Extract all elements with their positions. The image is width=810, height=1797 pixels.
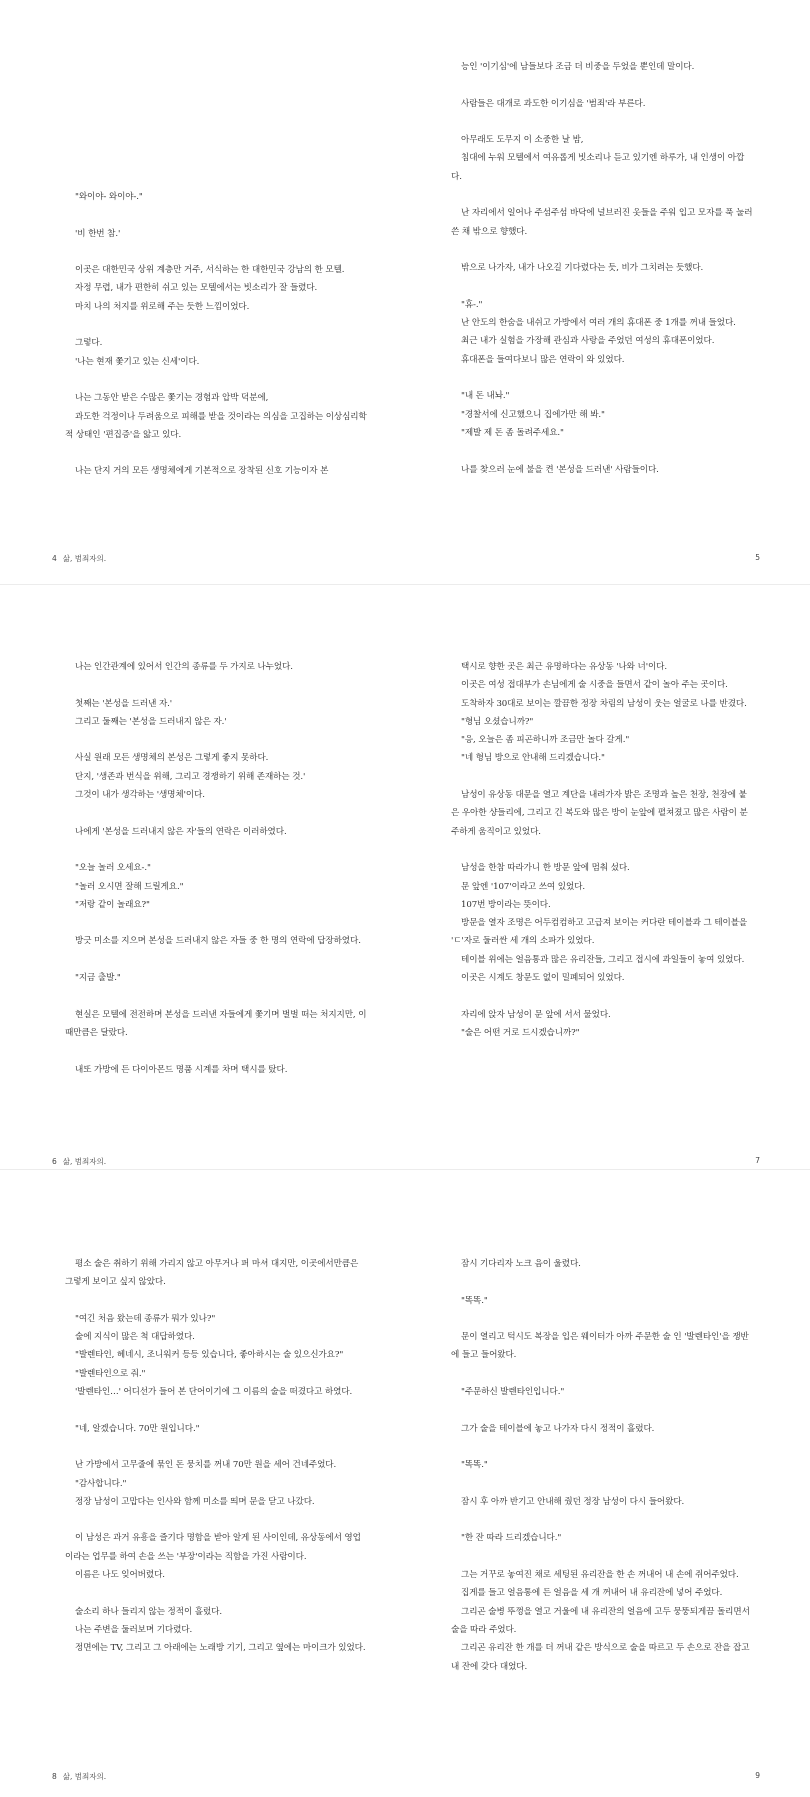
paragraph: "감사합니다." bbox=[75, 1478, 127, 1489]
page-5 bbox=[405, 0, 810, 584]
paragraph: "저랑 같이 놀래요?" bbox=[75, 899, 150, 910]
paragraph: "주문하신 발렌타인입니다." bbox=[461, 1387, 565, 1398]
paragraph: 정장 남성이 고맙다는 인사와 함께 미소를 띄며 문을 닫고 나갔다. bbox=[75, 1496, 315, 1507]
paragraph: 도착하자 30대로 보이는 깔끔한 정장 차림의 남성이 웃는 얼굴로 나를 반겼다. bbox=[461, 698, 747, 709]
paragraph: 이름은 나도 잊어버렸다. bbox=[75, 1570, 165, 1581]
paragraph: 그것이 내가 생각하는 '생명체'이다. bbox=[75, 790, 205, 801]
paragraph: 술에 지식이 많은 척 대답하였다. bbox=[75, 1332, 195, 1343]
paragraph: '나는 현재 쫓기고 있는 신세'이다. bbox=[75, 356, 200, 367]
paragraph: 남성을 한참 따라가니 한 방문 앞에 멈춰 섰다. bbox=[461, 863, 630, 874]
paragraph: 이곳은 여성 접대부가 손님에게 술 시중을 들면서 같이 놀아 주는 곳이다. bbox=[461, 680, 728, 691]
page-number: 5 bbox=[755, 553, 760, 562]
paragraph: 택시로 향한 곳은 최근 유명하다는 유상동 '나와 너'이다. bbox=[461, 662, 668, 672]
page-footer bbox=[52, 553, 106, 564]
page-spread-1 bbox=[0, 0, 810, 585]
paragraph: 이곳은 시계도 창문도 없이 밀폐되어 있었다. bbox=[461, 973, 625, 984]
page-spread-2 bbox=[0, 585, 810, 1170]
paragraph: 나를 찾으러 눈에 불을 켠 '본성을 드러낸' 사람들이다. bbox=[461, 464, 659, 475]
page-footer bbox=[52, 1156, 106, 1167]
paragraph: "지금 출발." bbox=[75, 973, 121, 984]
paragraph: 마치 나의 처지를 위로해 주는 듯한 느낌이었다. bbox=[75, 301, 250, 312]
paragraph: '발렌타인…' 어디선가 들어 본 단어이기에 그 이름의 술을 떠겼다고 하였다. bbox=[75, 1387, 353, 1398]
paragraph: 나는 단지 거의 모든 생명체에게 기본적으로 장착된 신호 기능이자 본 bbox=[75, 466, 329, 477]
paragraph: "응, 오늘은 좀 피곤하니까 조금만 놀다 갈게." bbox=[461, 735, 630, 746]
paragraph: 이 남성은 과거 유흥을 즐기다 명함을 받아 알게 된 사이인데, 유상동에서 영업이라는 업무를 하여 손을 쓰는 '부장'이라는 직함을 가진 사람이다. bbox=[65, 1533, 361, 1562]
paragraph: 그리곤 유리잔 한 개를 더 꺼내 같은 방식으로 술을 따르고 두 손으로 잔을 잡고 내 잔에 갖다 대었다. bbox=[451, 1643, 750, 1672]
paragraph: "똑똑." bbox=[461, 1295, 488, 1306]
paragraph: 첫째는 '본성을 드러낸 자.' bbox=[75, 698, 173, 709]
paragraph: '비 한번 참.' bbox=[75, 228, 121, 239]
paragraph: 평소 술은 취하기 위해 가리지 않고 아무거나 퍼 마셔 대지만, 이곳에서만큼은 그렇게 보이고 싶지 않았다. bbox=[65, 1259, 359, 1288]
page-8 bbox=[0, 1170, 405, 1797]
paragraph: 남성이 유상동 대문을 열고 계단을 내려가자 밝은 조명과 높은 천장, 천장에 붙은 우아한 샹들리에, 그리고 긴 복도와 많은 방이 눈앞에 펼쳐졌고 많은 사람이 분주하게 움직이고 있었다. bbox=[451, 790, 748, 837]
paragraph: "발렌타인, 헤네시, 조니워커 등등 있습니다, 좋아하시는 술 있으신가요?" bbox=[75, 1350, 344, 1361]
page-number: 7 bbox=[755, 1156, 760, 1165]
paragraph: "여긴 처음 왔는데 종류가 뭐가 있나?" bbox=[75, 1313, 216, 1324]
body-text bbox=[65, 1255, 367, 1658]
paragraph: 이곳은 대한민국 상위 계층만 거주, 서식하는 한 대한민국 강남의 한 모텔. bbox=[75, 265, 345, 276]
page-footer bbox=[755, 1771, 760, 1780]
paragraph: 그렇다. bbox=[75, 338, 103, 349]
paragraph: "한 잔 따라 드리겠습니다." bbox=[461, 1533, 562, 1544]
paragraph: 침대에 누워 모텔에서 여유롭게 빗소리나 듣고 있기엔 하루가, 내 인생이 아깝다. bbox=[451, 153, 745, 182]
paragraph: "휴-." bbox=[461, 299, 483, 310]
paragraph: 그리곤 술병 뚜껑을 열고 거울에 내 유리잔의 얼음에 고두 뭉뚱되게끔 돌리면서 술을 따라 주었다. bbox=[451, 1606, 750, 1635]
paragraph: "술은 어떤 거로 드시겠습니까?" bbox=[461, 1027, 580, 1038]
body-text bbox=[65, 188, 367, 481]
page-spread-3 bbox=[0, 1170, 810, 1797]
paragraph: 정면에는 TV, 그리고 그 아래에는 노래방 기기, 그리고 옆에는 마이크가 있었다. bbox=[75, 1643, 366, 1654]
paragraph: "똑똑." bbox=[461, 1460, 488, 1471]
paragraph: 내또 가방에 든 다이아몬드 명품 시계를 차며 택시를 탔다. bbox=[75, 1064, 288, 1075]
page-footer bbox=[755, 1156, 760, 1165]
paragraph: 그는 거꾸로 놓여진 채로 세팅된 유리잔을 한 손 꺼내어 내 손에 쥐어주었다. bbox=[461, 1570, 739, 1581]
paragraph: "내 돈 내놔." bbox=[461, 391, 510, 402]
paragraph: 난 자리에서 일어나 주섬주섬 바닥에 널브러진 옷들을 주워 입고 모자를 푹 눌러쓴 채 밖으로 향했다. bbox=[451, 208, 753, 237]
paragraph: 나에게 '본성을 드러내지 않은 자'들의 연락은 이러하였다. bbox=[75, 826, 287, 837]
paragraph: 나는 주변을 둘러보며 기다렸다. bbox=[75, 1624, 193, 1635]
paragraph: 방문을 열자 조명은 어두컴컴하고 고급져 보이는 커다란 테이블과 그 테이블을 'ㄷ'자로 둘러싼 세 개의 소파가 있었다. bbox=[451, 918, 748, 947]
paragraph: 현실은 모텔에 전전하며 본성을 드러낸 자들에게 쫓기며 벌벌 떠는 처지지만, 이때만큼은 달랐다. bbox=[65, 1009, 367, 1038]
page-footer bbox=[52, 1771, 106, 1782]
paragraph: 집게를 들고 얼음통에 든 얼음을 세 개 꺼내어 내 유리잔에 넣어 주었다. bbox=[461, 1588, 723, 1599]
paragraph: 문 앞엔 '107'이라고 쓰여 있었다. bbox=[461, 881, 586, 892]
page-6 bbox=[0, 585, 405, 1169]
page-9 bbox=[405, 1170, 810, 1797]
paragraph: "놀러 오시면 잘해 드릴게요." bbox=[75, 881, 184, 892]
paragraph: "제발 제 돈 좀 돌려주세요." bbox=[461, 427, 564, 438]
paragraph: 방긋 미소를 지으며 본성을 드러내지 않은 자들 중 한 명의 연락에 답장하였다. bbox=[75, 936, 361, 947]
paragraph: 사실 원래 모든 생명체의 본성은 그렇게 좋지 못하다. bbox=[75, 753, 269, 764]
paragraph: 과도한 걱정이나 두려움으로 피해를 받을 것이라는 의심을 고집하는 이상심리학적 상태인 '편집증'을 앓고 있다. bbox=[65, 411, 367, 440]
paragraph: "네 형님 방으로 안내해 드리겠습니다." bbox=[461, 753, 605, 764]
paragraph: 아무래도 도무지 이 소중한 날 밤, bbox=[461, 135, 584, 146]
paragraph: 107번 방이라는 뜻이다. bbox=[461, 899, 551, 910]
page-7 bbox=[405, 585, 810, 1169]
paragraph: "와이야- 와이야-." bbox=[75, 192, 143, 202]
paragraph: 자정 무렵, 내가 편한히 쉬고 있는 모텔에서는 빗소리가 잘 들렸다. bbox=[75, 283, 318, 294]
paragraph: "오늘 놀러 오세요-." bbox=[75, 863, 151, 874]
page-number: 8 bbox=[52, 1772, 57, 1781]
paragraph: 술소리 하나 들리지 않는 정적이 흘렀다. bbox=[75, 1606, 223, 1617]
page-number: 6 bbox=[52, 1157, 57, 1166]
running-head: 삶, 범죄자의. bbox=[62, 554, 107, 563]
paragraph: 최근 내가 실험을 가장해 관심과 사랑을 주었던 여성의 휴대폰이었다. bbox=[461, 336, 715, 347]
paragraph: 난 가방에서 고무줄에 묶인 돈 뭉치를 꺼내 70만 원을 세어 건네주었다. bbox=[75, 1460, 337, 1471]
paragraph: 휴대폰을 들여다보니 많은 연락이 와 있었다. bbox=[461, 354, 625, 365]
paragraph: 단지, '생존과 번식을 위해, 그리고 경쟁하기 위해 존재하는 것.' bbox=[75, 771, 306, 782]
page-number: 4 bbox=[52, 554, 57, 563]
paragraph: 문이 열리고 턱시도 복장을 입은 웨이터가 아까 주문한 술 인 '발렌타인'을 쟁반에 들고 들어왔다. bbox=[451, 1332, 749, 1361]
paragraph: 잠시 기다리자 노크 음이 울렸다. bbox=[461, 1259, 581, 1269]
paragraph: 잠시 후 아까 반기고 안내해 줬던 정장 남성이 다시 들어왔다. bbox=[461, 1496, 685, 1507]
body-text bbox=[451, 658, 753, 1042]
page-footer bbox=[755, 553, 760, 562]
paragraph: 그가 술을 테이블에 놓고 나가자 다시 정적이 흘렀다. bbox=[461, 1423, 655, 1434]
paragraph: 능인 '이기심'에 남들보다 조금 더 비중을 두었을 뿐인데 말이다. bbox=[461, 62, 695, 72]
paragraph: "네, 알겠습니다. 70만 원입니다." bbox=[75, 1423, 200, 1434]
body-text bbox=[451, 58, 753, 479]
body-text bbox=[65, 658, 367, 1079]
paragraph: "경찰서에 신고했으니 집에가만 해 봐." bbox=[461, 409, 605, 420]
paragraph: 밖으로 나가자, 내가 나오길 기다렸다는 듯, 비가 그치려는 듯했다. bbox=[461, 263, 704, 274]
paragraph: 나는 인간관계에 있어서 인간의 종류를 두 가지로 나누었다. bbox=[75, 662, 293, 672]
paragraph: "발렌타인으로 줘." bbox=[75, 1368, 146, 1379]
page-4 bbox=[0, 0, 405, 584]
running-head: 삶, 범죄자의. bbox=[62, 1157, 107, 1166]
paragraph: 자리에 앉자 남성이 문 앞에 서서 물었다. bbox=[461, 1009, 611, 1020]
paragraph: 난 안도의 한숨을 내쉬고 가방에서 여러 개의 휴대폰 중 1개를 꺼내 들었다. bbox=[461, 318, 736, 329]
page-number: 9 bbox=[755, 1771, 760, 1780]
paragraph: 사람들은 대개로 과도한 이기심을 '범죄'라 부른다. bbox=[461, 98, 646, 109]
paragraph: 그리고 둘째는 '본성을 드러내지 않은 자.' bbox=[75, 716, 227, 727]
paragraph: 나는 그동안 받은 수많은 쫓기는 경험과 압박 덕분에, bbox=[75, 393, 269, 404]
paragraph: "형님 오셨습니까?" bbox=[461, 716, 534, 727]
body-text bbox=[451, 1255, 753, 1676]
paragraph: 테이블 위에는 얼음통과 많은 유리잔들, 그리고 접시에 과일들이 놓여 있었다. bbox=[461, 954, 745, 965]
running-head: 삶, 범죄자의. bbox=[62, 1772, 107, 1781]
